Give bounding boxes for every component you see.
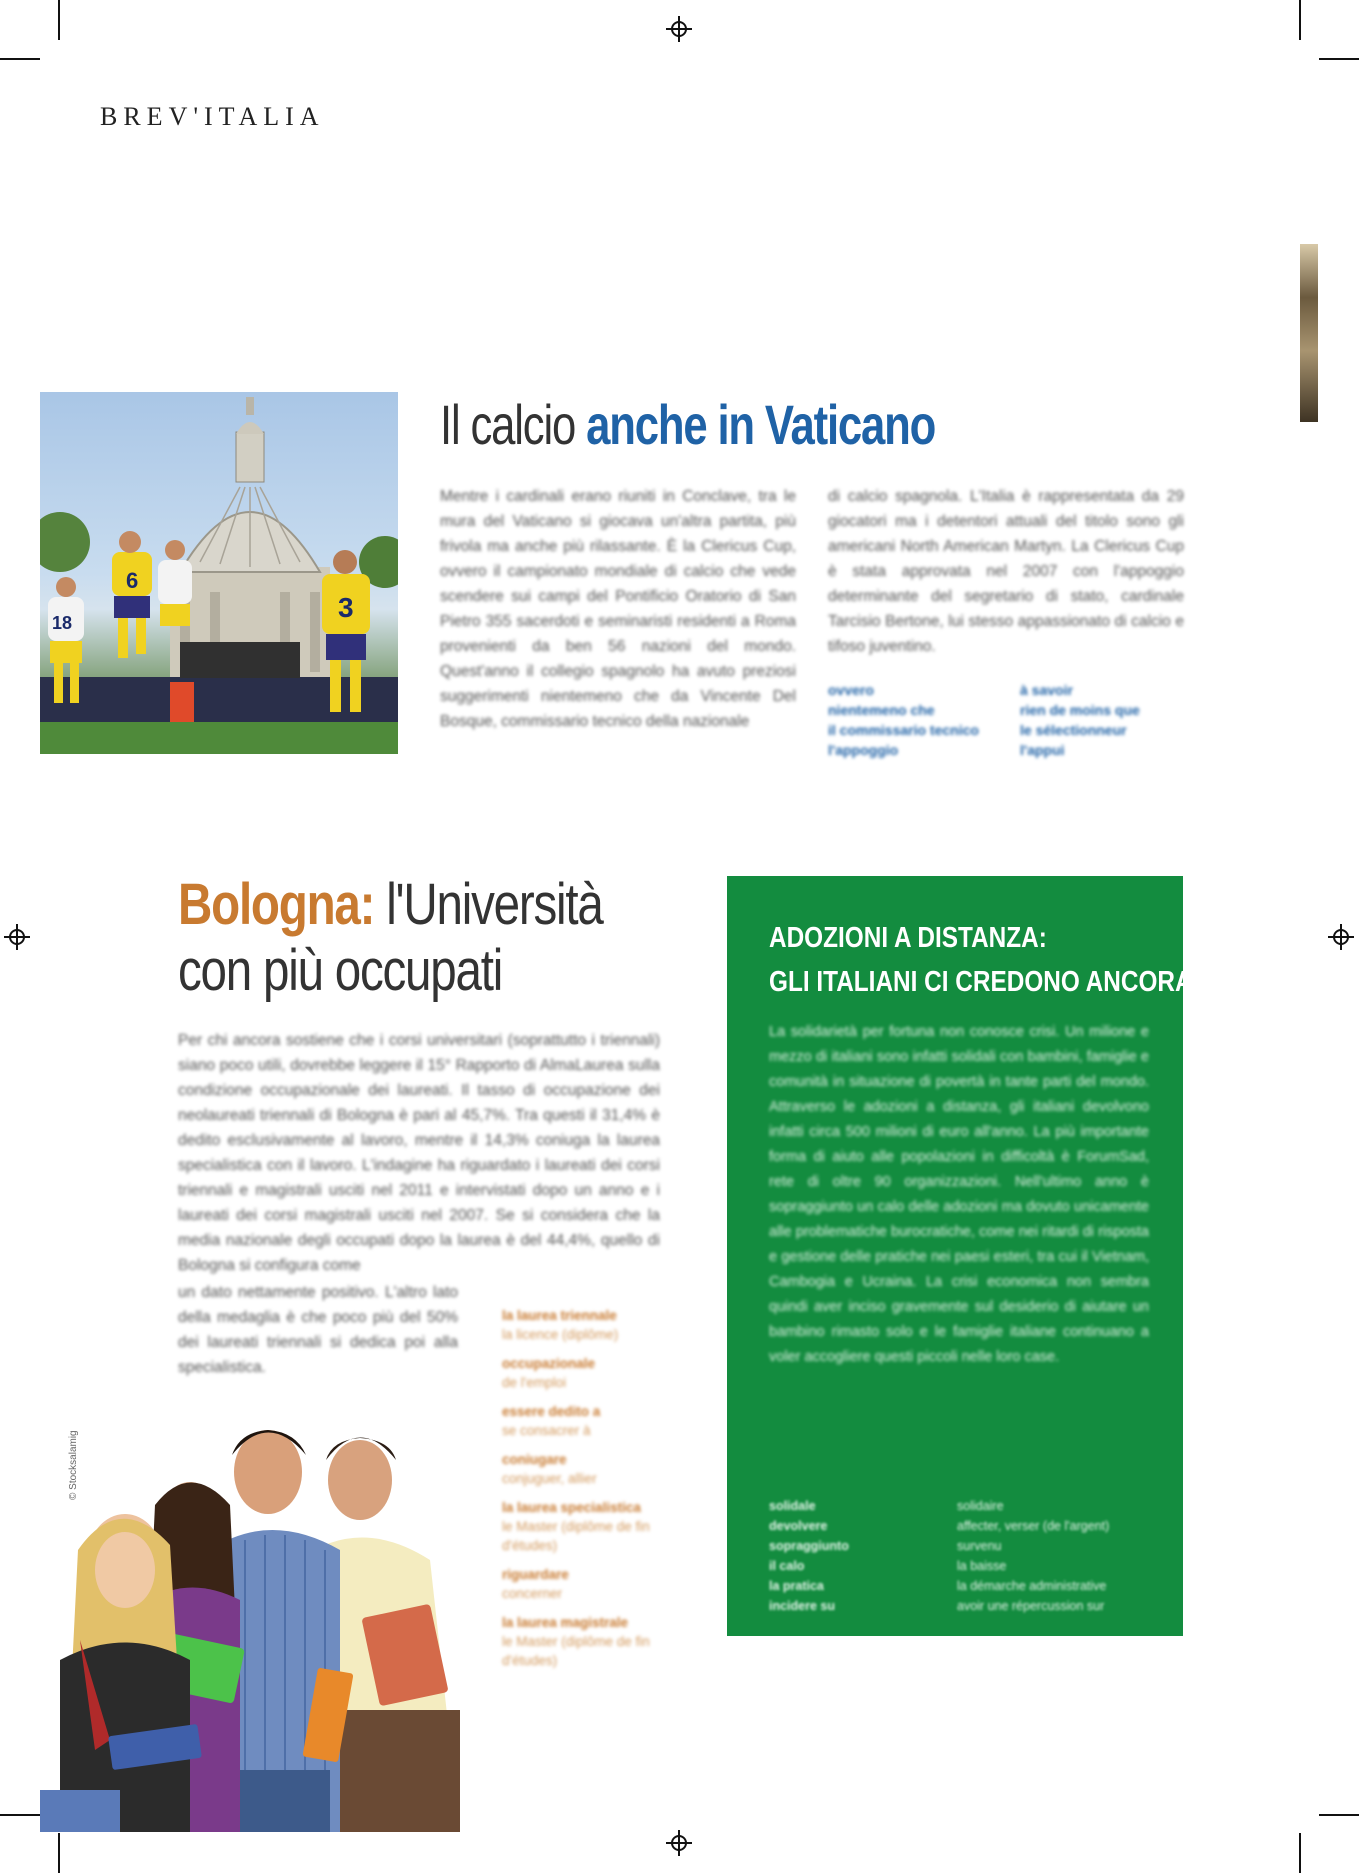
crop-mark [58,0,60,40]
glossary-row [769,1576,1149,1596]
crop-mark [0,1814,40,1816]
glossary-row [769,1596,1149,1616]
glossary-term: la pratica [769,1579,824,1593]
glossary-translation: affecter, verser (de l'argent) [957,1519,1110,1533]
glossary-term: solidale [769,1499,816,1513]
glossary-term: nientemeno che [828,702,935,718]
glossary-term: la laurea magistrale [502,1615,629,1630]
article-body-bologna: Per chi ancora sostiene che i corsi universitari (soprattutto i triennali) siano poco utili, dovrebbe leggere il 15° Rapporto di AlmaLaurea sulla condizione occupazionale dei laureati. Il tasso di occupazione dei neolaureati triennali di Bologna è pari al 45,7%. Tra questi il 31,4% è dedito esclusivamente al lavoro, mentre il 14,3% coniuga la laurea specialistica con il lavoro. L'indagine ha riguardato i laureati dei corsi triennali e magistrali usciti nel 2011 e intervistati dopo un anno e i laureati dei corsi magistrali usciti nel 2007. Se si considera che la media nazionale degli occupati dopo la laurea è del 44,4%, quello di Bologna si configura come [178,1032,660,1274]
crop-mark [0,58,40,60]
magazine-brand: BREV'ITALIA [100,102,325,131]
crop-mark [1299,1833,1301,1873]
registration-mark-icon [666,1830,692,1856]
glossary-translation: l'appui [1020,742,1065,758]
glossary-row [769,1516,1149,1536]
glossary-translation: se consacrer à [502,1423,591,1438]
glossary-term: sopraggiunto [769,1539,849,1553]
glossary-bologna [502,1306,672,1680]
glossary-translation: la licence (diplôme) [502,1327,619,1342]
glossary-translation: à savoir [1020,682,1073,698]
glossary-translation: le sélectionneur [1020,722,1127,738]
article-title-bologna: Bologna: l'Università con più occupati [178,872,603,1003]
glossary-translation: la baisse [957,1559,1007,1573]
glossary-term: incidere su [769,1599,835,1613]
glossary-translation: rien de moins que [1020,702,1140,718]
sidebar-body: La solidarietà per fortuna non conosce crisi. Un milione e mezzo di italiani sono infatti solidali con bambini, famiglie e comunità in situazione di povertà in tante parti del mondo. Attraverso le adozioni a distanza, gli italiani devolvono infatti circa 500 milioni di euro all'anno. La più importante forma di aiuto alle popolazioni in difficoltà è ForumSad, rete di oltre 90 organizzazioni. Nell'ultimo anno è sopraggiunto un calo delle adozioni ma dovuto unicamente alle problematiche burocratiche, come nei ritardi di risposta e gestione delle pratiche nei paesi esteri, tra cui il Vietnam, Cambogia e Ucraina. La crisi economica non sembra quindi aver inciso gravemente sul desiderio di aiutare un bambino rimasto solo e le famiglie italiane continuano a voler accogliere questi piccoli nelle loro case. [769,1024,1149,1365]
students-photo [40,1410,480,1832]
crop-mark [1319,1814,1359,1816]
article-title-calcio: Il calcio anche in Vaticano [440,393,936,456]
glossary-row [769,1556,1149,1576]
photo-credit: © Stocksalamig [68,1430,79,1500]
registration-mark-icon [1328,924,1354,950]
glossary-translation: de l'emploi [502,1375,567,1390]
crop-mark [1319,58,1359,60]
svg-text:6: 6 [126,568,139,593]
glossary-italian-column [828,680,979,760]
glossary-term: la laurea specialistica [502,1500,641,1515]
glossary-term: essere dedito a [502,1404,601,1419]
adoption-sidebar-box [727,876,1193,1636]
glossary-translation: le Master (diplôme de fin d'études) [502,1519,650,1553]
glossary-translation: conjuguer, allier [502,1471,597,1486]
article-body-col2: di calcio spagnola. L'Italia è rappresentata da 29 giocatori ma i detentori attuali del titolo sono gli americani North American Martyn. La Clericus Cup è stata approvata nel 2007 con l'appoggio determinante del segretario di stato, cardinale Tarcisio Bertone, lui stesso appassionato di calcio e tifoso juventino. [828,488,1184,655]
glossary-translation: concerner [502,1586,563,1601]
glossary-term: occupazionale [502,1356,596,1371]
glossary-row [769,1536,1149,1556]
svg-text:18: 18 [52,613,73,633]
glossary-term: l'appoggio [828,742,899,758]
glossary-term: il calo [769,1559,805,1573]
glossary-term: devolvere [769,1519,828,1533]
sidebar-glossary [769,1496,1149,1616]
football-vatican-photo [40,392,398,754]
sidebar-title: ADOZIONI A DISTANZA: GLI ITALIANI CI CREDONO ANCORA [769,922,1193,998]
registration-mark-icon [4,924,30,950]
article-body-col1: Mentre i cardinali erano riuniti in Conclave, tra le mura del Vaticano si giocava un'altra partita, più frivola ma anche più rilassante. È la Clericus Cup, ovvero il campionato mondiale di calcio che vede scendere sui campi del Pontificio Oratorio di San Pietro 355 sacerdoti e seminaristi residenti a Roma provenienti da ben 56 nazioni del mondo. Quest'anno il collegio spagnolo ha avuto preziosi suggerimenti nientemeno che da Vincente Del Bosque, commissario tecnico della nazionale [440,488,796,730]
glossary-term: ovvero [828,682,874,698]
glossary-term: coniugare [502,1452,567,1467]
glossary-translation: avoir une répercussion sur [957,1599,1105,1613]
edge-photo-strip [1300,244,1318,422]
glossary-row [769,1496,1149,1516]
glossary-translation: solidaire [957,1499,1004,1513]
glossary-term: riguardare [502,1567,569,1582]
glossary-french-column [1020,680,1140,760]
registration-mark-icon [666,16,692,42]
glossary-term: la laurea triennale [502,1308,617,1323]
svg-text:3: 3 [338,592,354,623]
crop-mark [58,1833,60,1873]
glossary-translation: survenu [957,1539,1002,1553]
glossary-translation: le Master (diplôme de fin d'études) [502,1634,650,1668]
crop-mark [1299,0,1301,40]
article-body-bologna-tail: un dato nettamente positivo. L'altro lato della medaglia è che poco più del 50% dei laureati triennali si dedica poi alla specialistica. [178,1284,458,1376]
glossary-translation: la démarche administrative [957,1579,1107,1593]
glossary-term: il commissario tecnico [828,722,979,738]
